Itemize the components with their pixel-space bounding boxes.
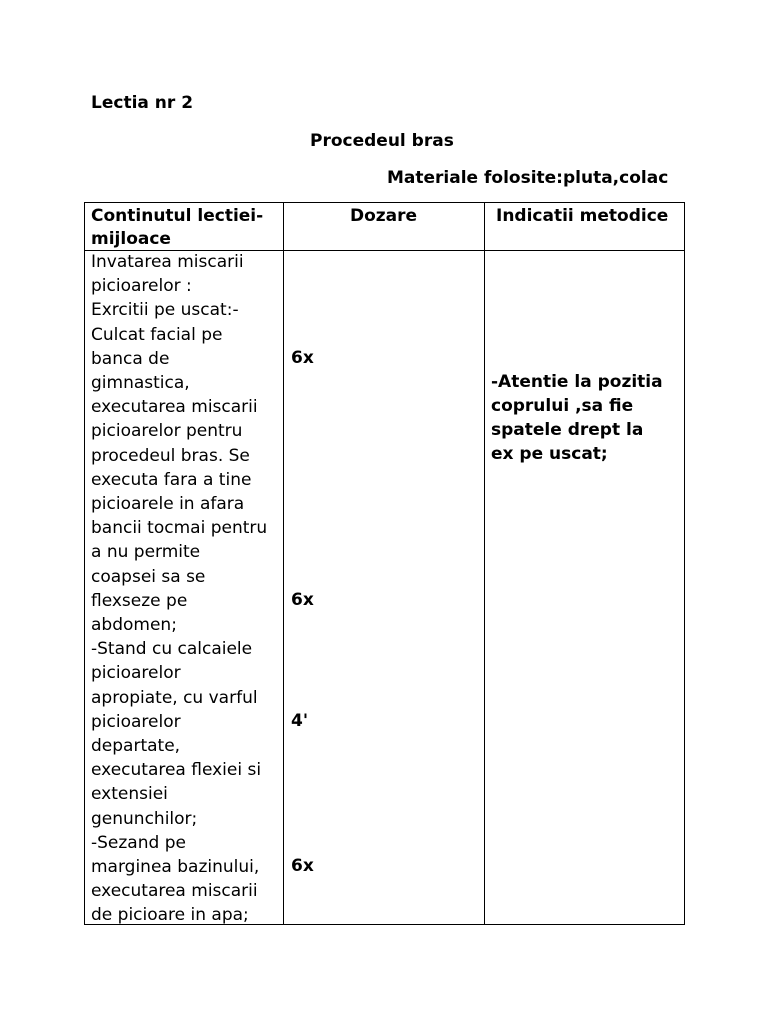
content-line: Invatarea miscarii bbox=[91, 252, 244, 272]
content-line: marginea bazinului, bbox=[91, 857, 260, 877]
content-line: picioarelor bbox=[91, 711, 181, 732]
content-line: picioarelor pentru bbox=[91, 421, 243, 442]
header-dosage: Dozare bbox=[350, 206, 418, 226]
content-line: bancii tocmai pentru bbox=[91, 518, 268, 539]
dosage-value: 4' bbox=[291, 711, 309, 731]
header-content-line2: mijloace bbox=[91, 229, 171, 249]
content-line: de picioare in apa; bbox=[91, 905, 249, 926]
content-line: apropiate, cu varful bbox=[91, 687, 258, 708]
lesson-number: Lectia nr 2 bbox=[91, 93, 194, 113]
content-line: executarea flexiei si bbox=[91, 760, 262, 781]
content-line: Culcat facial pe bbox=[91, 324, 223, 345]
indication-line: ex pe uscat; bbox=[491, 444, 608, 464]
dosage-value: 6x bbox=[291, 590, 314, 610]
content-line: abdomen; bbox=[91, 615, 177, 635]
content-line: -Sezand pe bbox=[91, 832, 186, 853]
column-divider-2 bbox=[484, 202, 485, 925]
content-line: executa fara a tine bbox=[91, 469, 252, 490]
indication-line: spatele drept la bbox=[491, 420, 644, 440]
content-line: a nu permite bbox=[91, 542, 201, 563]
content-line: extensiei bbox=[91, 784, 168, 805]
content-line: departate, bbox=[91, 736, 181, 756]
indication-line: coprului ,sa fie bbox=[491, 396, 634, 416]
header-content-line1: Continutul lectiei- bbox=[91, 206, 264, 226]
column-divider-1 bbox=[283, 202, 284, 925]
materials-line: Materiale folosite:pluta,colac bbox=[387, 168, 669, 188]
content-line: procedeul bras. Se bbox=[91, 445, 250, 466]
content-line: -Stand cu calcaiele bbox=[91, 639, 253, 660]
content-line: coapsei sa se bbox=[91, 566, 206, 587]
dosage-value: 6x bbox=[291, 348, 314, 368]
page-title: Procedeul bras bbox=[310, 131, 454, 151]
content-line: gimnastica, bbox=[91, 373, 190, 393]
content-line: picioarele in afara bbox=[91, 494, 245, 514]
content-line: Exrcitii pe uscat:- bbox=[91, 300, 239, 321]
content-line: executarea miscarii bbox=[91, 881, 258, 902]
content-line: banca de bbox=[91, 348, 170, 369]
indication-line: -Atentie la pozitia bbox=[491, 372, 663, 392]
header-indications: Indicatii metodice bbox=[496, 206, 669, 226]
content-line: picioarelor bbox=[91, 663, 181, 684]
dosage-value: 6x bbox=[291, 856, 314, 876]
content-line: executarea miscarii bbox=[91, 397, 258, 418]
content-line: flexseze pe bbox=[91, 590, 188, 611]
content-line: picioarelor : bbox=[91, 276, 192, 297]
content-line: genunchilor; bbox=[91, 808, 198, 829]
